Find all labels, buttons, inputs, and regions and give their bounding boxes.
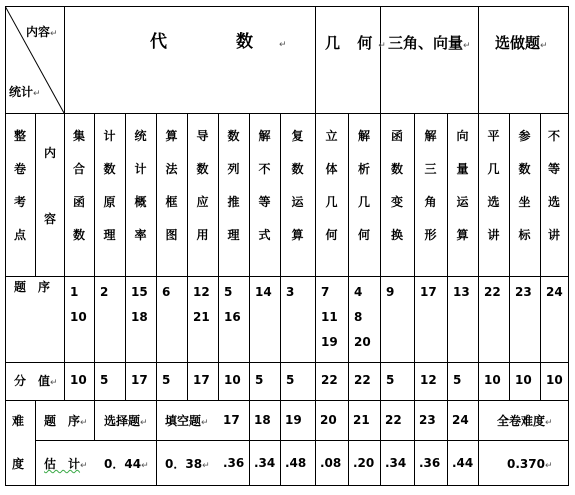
difficulty-estimate-cell: .34: [385, 456, 407, 470]
topic-column: 统计概率: [134, 129, 147, 242]
score-cell: 5: [286, 373, 295, 387]
grid-line: [5, 485, 569, 486]
question-number-cell: 5 16: [224, 285, 241, 324]
row-header-difficulty-2: 度: [12, 457, 25, 471]
score-cell: 12: [420, 373, 437, 387]
question-number-cell: 2: [100, 285, 109, 299]
difficulty-estimate-cell: .34: [254, 456, 276, 470]
difficulty-question-cell: 20: [320, 413, 337, 427]
score-cell: 10: [515, 373, 532, 387]
question-number-cell: 4 8 20: [354, 285, 371, 349]
topic-column: 向量运算: [456, 129, 469, 242]
score-cell: 5: [255, 373, 264, 387]
difficulty-question-cell: 23: [419, 413, 436, 427]
row-header-diff-question-no: 题 序↵: [44, 414, 88, 428]
question-number-cell: 6: [162, 285, 171, 299]
question-number-cell: 17: [420, 285, 437, 299]
row-header-question-no: 题 序: [14, 280, 51, 294]
row-header-content: 内容: [43, 146, 56, 226]
grid-line: [5, 362, 569, 363]
grid-line: [35, 400, 36, 485]
question-number-cell: 14: [255, 285, 272, 299]
section-geometry: 几 何↵: [325, 34, 392, 52]
grid-line: [5, 113, 569, 114]
fill-label: 填空题↵: [165, 414, 209, 428]
topic-column: 参数坐标: [518, 129, 531, 242]
difficulty-question-cell: 19: [285, 413, 302, 427]
topic-column: 不等选讲: [547, 129, 560, 242]
topic-column: 算法框图: [165, 129, 178, 242]
fill-value: 0．38↵: [165, 457, 210, 471]
topic-column: 平几选讲: [487, 129, 500, 242]
score-cell: 22: [321, 373, 338, 387]
topic-column: 导数应用: [196, 129, 209, 242]
score-cell: 22: [354, 373, 371, 387]
section-algebra: 代 数↵: [150, 32, 313, 52]
difficulty-estimate-cell: .36: [223, 456, 245, 470]
row-header-estimate: 估 计↵: [44, 457, 88, 471]
difficulty-question-cell: 18: [254, 413, 271, 427]
grid-line: [5, 276, 569, 277]
difficulty-estimate-cell: .44: [452, 456, 474, 470]
score-cell: 5: [162, 373, 171, 387]
difficulty-question-cell: 24: [452, 413, 469, 427]
question-number-cell: 7 11 19: [321, 285, 338, 349]
choice-value: 0．44↵: [104, 457, 149, 471]
difficulty-question-cell: 21: [353, 413, 370, 427]
topic-column: 复数运算: [291, 129, 304, 242]
difficulty-question-cell: 22: [385, 413, 402, 427]
topic-column: 解析几何: [357, 129, 370, 242]
overall-label: 全卷难度↵: [497, 414, 553, 428]
question-number-cell: 13: [453, 285, 470, 299]
question-number-cell: 15 18: [131, 285, 148, 324]
topic-column: 函数变换: [390, 129, 403, 242]
question-number-cell: 9: [386, 285, 395, 299]
question-number-cell: 1 10: [70, 285, 87, 324]
row-header-difficulty-1: 难: [12, 414, 25, 428]
choice-label: 选择题↵: [104, 414, 148, 428]
corner-top-label: 内容↵: [26, 25, 58, 39]
question-number-cell: 22: [484, 285, 501, 299]
score-cell: 17: [193, 373, 210, 387]
topic-column: 数列推理: [227, 129, 240, 242]
score-cell: 10: [546, 373, 563, 387]
question-number-cell: 3: [286, 285, 295, 299]
corner-bottom-label: 统计↵: [9, 85, 41, 99]
grid-line: [94, 400, 95, 440]
score-cell: 5: [386, 373, 395, 387]
grid-line: [35, 113, 36, 276]
difficulty-estimate-cell: .36: [419, 456, 441, 470]
grid-line: [568, 6, 569, 485]
overall-value: 0.370↵: [507, 457, 553, 471]
score-cell: 17: [131, 373, 148, 387]
grid-line: [35, 440, 569, 441]
score-cell: 10: [484, 373, 501, 387]
difficulty-estimate-cell: .20: [353, 456, 375, 470]
difficulty-question-cell: 17: [223, 413, 240, 427]
question-number-cell: 23: [515, 285, 532, 299]
score-cell: 5: [453, 373, 462, 387]
difficulty-estimate-cell: .08: [320, 456, 342, 470]
row-header-whole-exam: 整卷考点: [13, 129, 26, 242]
section-optional: 选做题↵: [495, 34, 548, 52]
topic-column: 计数原理: [103, 129, 116, 242]
topic-column: 解不等式: [258, 129, 271, 242]
topic-column: 立体几何: [325, 129, 338, 242]
difficulty-estimate-cell: .48: [285, 456, 307, 470]
grid-line: [5, 400, 569, 401]
score-cell: 10: [70, 373, 87, 387]
question-number-cell: 12 21: [193, 285, 210, 324]
topic-column: 解三角形: [424, 129, 437, 242]
section-trig-vector: 三角、向量↵: [388, 34, 471, 52]
topic-column: 集合函数: [72, 129, 85, 242]
score-cell: 10: [224, 373, 241, 387]
row-header-score: 分 值↵: [14, 374, 58, 388]
question-number-cell: 24: [546, 285, 563, 299]
grid-line: [5, 6, 569, 7]
score-cell: 5: [100, 373, 109, 387]
